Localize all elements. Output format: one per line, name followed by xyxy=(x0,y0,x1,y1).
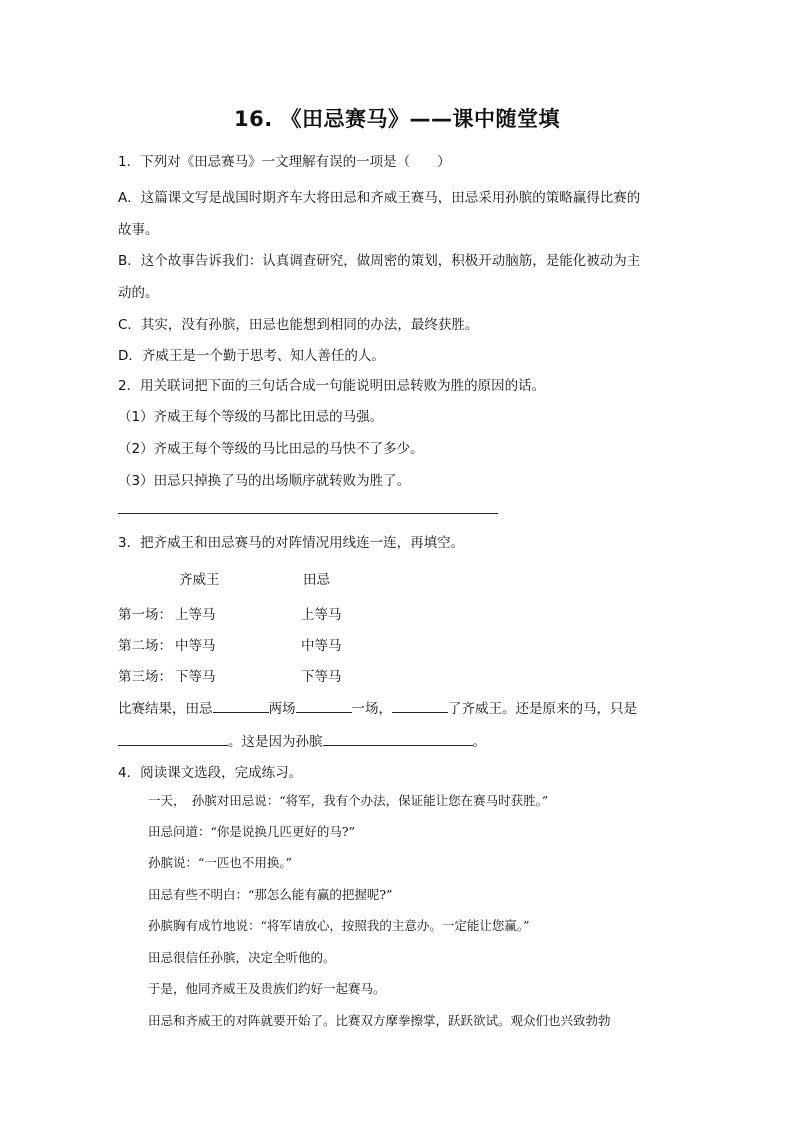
q2-sentence-3: （3）田忌只掉换了马的出场顺序就转败为胜了。 xyxy=(118,473,411,489)
q3-fill-line2 xyxy=(118,730,486,750)
q1-option-d: D．齐威王是一个勤于思考、知人善任的人。 xyxy=(118,348,385,364)
q3-left-horse[interactable]: 中等马 xyxy=(175,638,216,654)
q3-header-qiweiwang: 齐威王 xyxy=(179,572,220,588)
q3-left-horse[interactable]: 下等马 xyxy=(175,669,216,685)
passage-line: 田忌问道：“你是说换几匹更好的马?” xyxy=(148,824,355,839)
q3-row-label: 第二场： xyxy=(118,638,172,654)
q4-stem: 4．阅读课文选段，完成练习。 xyxy=(118,765,303,781)
passage-line: 孙膑说：“一匹也不用换。” xyxy=(148,855,293,870)
q3-right-horse[interactable]: 中等马 xyxy=(301,638,342,654)
q2-stem: 2．用关联词把下面的三句话合成一句能说明田忌转败为胜的原因的话。 xyxy=(118,378,546,394)
q3-fill-text: 。这是因为孙膑 xyxy=(228,734,323,750)
q3-fill-text: 两场 xyxy=(268,701,296,717)
q3-row-label: 第一场： xyxy=(118,607,172,623)
q3-fill-text: 。 xyxy=(472,734,486,750)
q1-option-b-line2: 动的。 xyxy=(118,285,159,301)
q1-option-a-line1: A．这篇课文写是战国时期齐车大将田忌和齐威王赛马，田忌采用孙膑的策略赢得比赛的 xyxy=(118,190,641,206)
fill-blank[interactable] xyxy=(118,731,228,746)
q3-row-label: 第三场： xyxy=(118,669,172,685)
q2-answer-line[interactable] xyxy=(118,513,498,514)
passage-line: 田忌有些不明白：“那怎么能有赢的把握呢?” xyxy=(148,887,393,902)
fill-blank[interactable] xyxy=(213,698,269,713)
passage-line: 于是，他同齐威王及贵族们约好一起赛马。 xyxy=(148,981,386,996)
passage-line: 孙膑胸有成竹地说：“将军请放心，按照我的主意办。一定能让您赢。” xyxy=(148,918,530,933)
q3-header-tianji: 田忌 xyxy=(303,572,330,588)
q3-fill-line1 xyxy=(118,697,637,717)
q3-fill-text: 了齐威王。还是原来的马，只是 xyxy=(448,701,637,717)
q1-option-a-line2: 故事。 xyxy=(118,222,159,238)
q2-sentence-1: （1）齐威王每个等级的马都比田忌的马强。 xyxy=(118,409,384,425)
q3-stem: 3．把齐威王和田忌赛马的对阵情况用线连一连，再填空。 xyxy=(118,535,465,551)
q3-fill-text: 一场， xyxy=(351,701,392,717)
q1-stem: 1．下列对《田忌赛马》一文理解有误的一项是（ ） xyxy=(118,154,451,170)
q3-left-horse[interactable]: 上等马 xyxy=(175,607,216,623)
passage-line: 一天， 孙膑对田忌说：“将军，我有个办法，保证能让您在赛马时获胜。” xyxy=(148,793,549,808)
q3-right-horse[interactable]: 下等马 xyxy=(301,669,342,685)
q3-fill-text: 比赛结果，田忌 xyxy=(118,701,213,717)
q1-option-b-line1: B．这个故事告诉我们：认真调查研究，做周密的策划，积极开动脑筋，是能化被动为主 xyxy=(118,253,641,269)
q1-option-c: C．其实，没有孙膑，田忌也能想到相同的办法，最终获胜。 xyxy=(118,317,479,333)
fill-blank[interactable] xyxy=(392,698,448,713)
passage-line: 田忌和齐威王的对阵就要开始了。比赛双方摩拳擦掌，跃跃欲试。观众们也兴致勃勃 xyxy=(148,1013,611,1028)
fill-blank[interactable] xyxy=(323,731,473,746)
fill-blank[interactable] xyxy=(296,698,352,713)
q2-sentence-2: （2）齐威王每个等级的马比田忌的马快不了多少。 xyxy=(118,441,424,457)
q3-right-horse[interactable]: 上等马 xyxy=(301,607,342,623)
page-title: 16. 《田忌赛马》——课中随堂填 xyxy=(233,107,560,131)
passage-line: 田忌很信任孙膑，决定全听他的。 xyxy=(148,950,336,965)
